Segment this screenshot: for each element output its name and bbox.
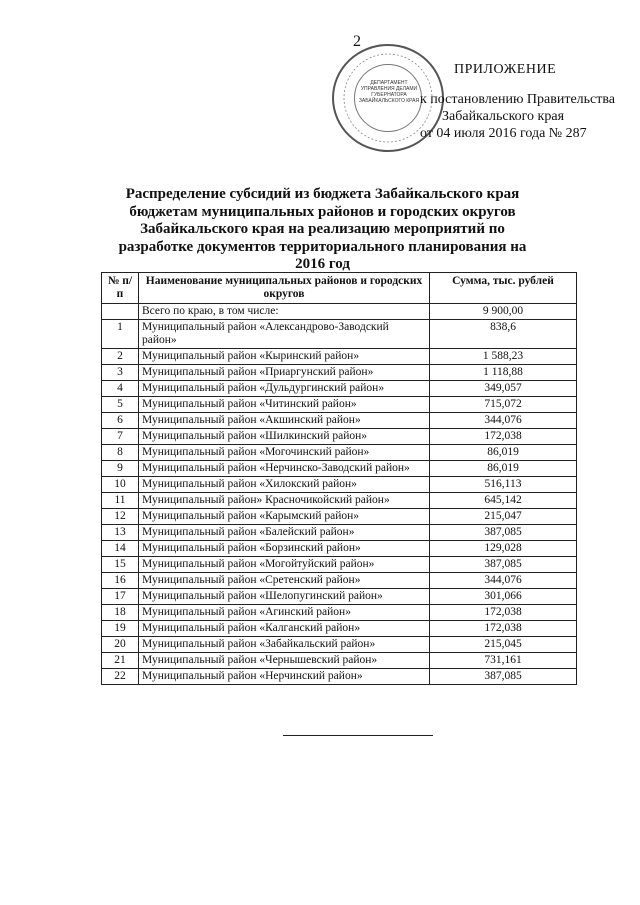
table-row [102, 349, 577, 365]
total-num-cell [102, 304, 139, 320]
row-name: Муниципальный район «Карымский район» [139, 509, 430, 525]
table-row [102, 381, 577, 397]
table-row [102, 669, 577, 685]
row-num: 2 [102, 349, 139, 365]
row-num: 11 [102, 493, 139, 509]
row-sum: 86,019 [430, 461, 577, 477]
table-row [102, 573, 577, 589]
header-name: Наименование муниципальных районов и городских округов [139, 273, 430, 304]
row-name: Муниципальный район «Сретенский район» [139, 573, 430, 589]
table-row [102, 320, 577, 349]
row-sum: 172,038 [430, 429, 577, 445]
row-name: Муниципальный район «Калганский район» [139, 621, 430, 637]
appendix-title: ПРИЛОЖЕНИЕ [454, 62, 557, 77]
row-name: Муниципальный район «Читинский район» [139, 397, 430, 413]
row-num: 21 [102, 653, 139, 669]
row-num: 17 [102, 589, 139, 605]
row-num: 5 [102, 397, 139, 413]
row-name: Муниципальный район «Могочинский район» [139, 445, 430, 461]
row-num: 8 [102, 445, 139, 461]
table-row [102, 557, 577, 573]
table-row [102, 477, 577, 493]
table-row [102, 397, 577, 413]
row-sum: 215,047 [430, 509, 577, 525]
row-num: 4 [102, 381, 139, 397]
row-num: 13 [102, 525, 139, 541]
table-total-row [102, 304, 577, 320]
stamp-inner-circle [354, 64, 422, 132]
row-name: Муниципальный район «Балейский район» [139, 525, 430, 541]
table-row [102, 429, 577, 445]
table-row [102, 461, 577, 477]
row-sum: 715,072 [430, 397, 577, 413]
table-row [102, 525, 577, 541]
row-sum: 129,028 [430, 541, 577, 557]
subsidies-table [101, 272, 577, 685]
header-num: № п/п [102, 273, 139, 304]
row-name: Муниципальный район «Нерчинско-Заводский район» [139, 461, 430, 477]
row-name: Муниципальный район «Шелопугинский район» [139, 589, 430, 605]
table-row [102, 589, 577, 605]
row-name: Муниципальный район «Акшинский район» [139, 413, 430, 429]
row-name: Муниципальный район «Хилокский район» [139, 477, 430, 493]
table-row [102, 653, 577, 669]
page-number: 2 [353, 33, 361, 50]
row-sum: 349,057 [430, 381, 577, 397]
signature-line [283, 735, 433, 736]
table-header-row [102, 273, 577, 304]
row-sum: 86,019 [430, 445, 577, 461]
row-name: Муниципальный район «Дульдургинский район» [139, 381, 430, 397]
row-num: 9 [102, 461, 139, 477]
row-name: Муниципальный район «Забайкальский район» [139, 637, 430, 653]
table-row [102, 413, 577, 429]
table-row [102, 621, 577, 637]
row-num: 19 [102, 621, 139, 637]
row-sum: 301,066 [430, 589, 577, 605]
table-row [102, 605, 577, 621]
row-num: 18 [102, 605, 139, 621]
row-sum: 172,038 [430, 621, 577, 637]
row-num: 10 [102, 477, 139, 493]
table-row [102, 493, 577, 509]
row-num: 22 [102, 669, 139, 685]
row-name: Муниципальный район» Красночикойский район» [139, 493, 430, 509]
document-title: Распределение субсидий из бюджета Забайкальского края бюджетам муниципальных районов и городских округов Забайкальского края на реализацию мероприятий по разработке документов территориального планирования на 2016 год [118, 186, 527, 272]
row-num: 20 [102, 637, 139, 653]
appendix-line-1: к постановлению Правительства [420, 92, 616, 107]
row-num: 7 [102, 429, 139, 445]
row-name: Муниципальный район «Кыринский район» [139, 349, 430, 365]
row-name: Муниципальный район «Александрово-Заводский район» [139, 320, 430, 349]
row-sum: 387,085 [430, 669, 577, 685]
row-sum: 838,6 [430, 320, 577, 349]
row-num: 3 [102, 365, 139, 381]
row-sum: 387,085 [430, 557, 577, 573]
row-sum: 1 118,88 [430, 365, 577, 381]
total-label: Всего по краю, в том числе: [139, 304, 430, 320]
table-row [102, 445, 577, 461]
row-num: 15 [102, 557, 139, 573]
row-num: 6 [102, 413, 139, 429]
row-sum: 172,038 [430, 605, 577, 621]
table-row [102, 365, 577, 381]
row-name: Муниципальный район «Нерчинский район» [139, 669, 430, 685]
row-sum: 645,142 [430, 493, 577, 509]
row-name: Муниципальный район «Агинский район» [139, 605, 430, 621]
appendix-line-2: Забайкальского края [442, 109, 565, 124]
row-name: Муниципальный район «Борзинский район» [139, 541, 430, 557]
total-value: 9 900,00 [430, 304, 577, 320]
table-row [102, 509, 577, 525]
row-num: 14 [102, 541, 139, 557]
row-sum: 344,076 [430, 573, 577, 589]
appendix-line-3: от 04 июля 2016 года № 287 [420, 126, 587, 141]
row-sum: 344,076 [430, 413, 577, 429]
row-name: Муниципальный район «Шилкинский район» [139, 429, 430, 445]
row-num: 16 [102, 573, 139, 589]
table-row [102, 541, 577, 557]
table-row [102, 637, 577, 653]
row-name: Муниципальный район «Приаргунский район» [139, 365, 430, 381]
row-sum: 387,085 [430, 525, 577, 541]
row-name: Муниципальный район «Могойтуйский район» [139, 557, 430, 573]
row-num: 12 [102, 509, 139, 525]
row-sum: 516,113 [430, 477, 577, 493]
header-sum: Сумма, тыс. рублей [430, 273, 577, 304]
row-sum: 1 588,23 [430, 349, 577, 365]
row-num: 1 [102, 320, 139, 349]
row-sum: 731,161 [430, 653, 577, 669]
row-name: Муниципальный район «Чернышевский район» [139, 653, 430, 669]
row-sum: 215,045 [430, 637, 577, 653]
stamp-text: ДЕПАРТАМЕНТ УПРАВЛЕНИЯ ДЕЛАМИ ГУБЕРНАТОРА ЗАБАЙКАЛЬСКОГО КРАЯ [358, 80, 420, 104]
